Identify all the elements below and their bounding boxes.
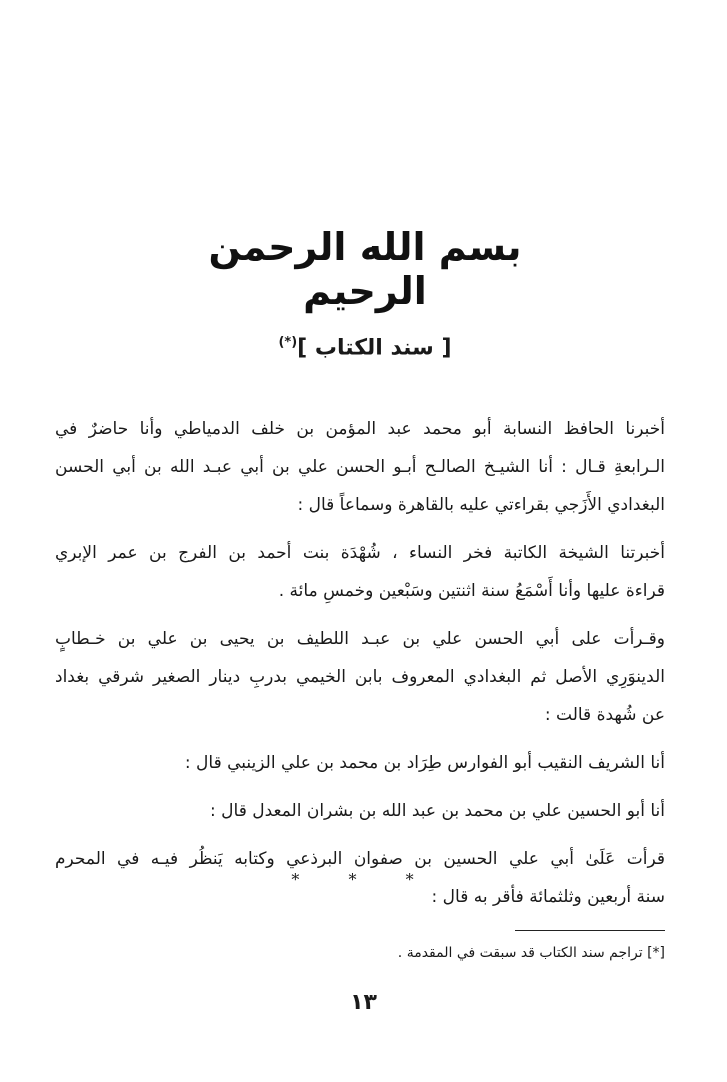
text-line: أنا الشريف النقيب أبو الفوارس طِرَاد بن محمد بن علي الزينبي قال : (184, 753, 665, 773)
paragraph (55, 410, 665, 524)
paragraph (55, 792, 665, 830)
text-line: أخبرتنا الشيخة الكاتبة فخر النساء ، شُهْدَة بنت أحمد بن الفرج بن عمر الإبري (55, 543, 665, 563)
text-line: البغدادي الأَزَجي بقراءتي عليه بالقاهرة وسماعاً قال : (297, 495, 665, 515)
text-line: قراءة عليها وأنا أَسْمَعُ سنة اثنتين وسَبْعين وخمسِ مائة . (278, 581, 665, 601)
footnote: [*] تراجم سند الكتاب قد سبقت في المقدمة . (397, 945, 665, 961)
text-line: عن شُهدة قالت : (544, 705, 665, 725)
basmala-heading: بسم الله الرحمن الرحيم (208, 225, 522, 313)
text-line: سنة أربعين وثلثمائة فأقر به قال : (431, 887, 665, 907)
text-line: وقـرأت على أبي الحسن علي بن عبـد اللطيف بن يحيى بن علي بن خـطابٍ (55, 629, 665, 649)
text-line: قرأت عَلَىٰ أبي علي الحسين بن صفوان البرذعي وكتابه يَنظُر فيـه في المحرم (55, 849, 665, 869)
chapter-title-text: [ سند الكتاب ] (297, 335, 452, 361)
chapter-title (180, 335, 550, 360)
main-text (55, 410, 665, 926)
page-number: ١٣ (350, 990, 377, 1015)
text-line: أخبرنا الحافظ النسابة أبو محمد عبد المؤمن بن خلف الدمياطي وأنا حاضرٌ في (55, 419, 665, 439)
paragraph (55, 620, 665, 734)
chapter-title-note-marker: (*) (278, 335, 298, 350)
text-line: الدينوَرِي الأصل ثم البغدادي المعروف بابن الخيمي بدربِ دينار الصغير شرقي بغداد (55, 667, 665, 687)
paragraph (55, 534, 665, 610)
section-separator: * * * (291, 870, 436, 889)
paragraph (55, 744, 665, 782)
footnote-divider (515, 930, 665, 931)
text-line: أنا أبو الحسين علي بن محمد بن عبد الله بن بشران المعدل قال : (210, 801, 665, 821)
text-line: الـرابعةِ قـال : أنا الشيـخ الصالـح أبـو الحسن علي بن أبي عبـد الله بن أبي الحسن (55, 457, 665, 477)
